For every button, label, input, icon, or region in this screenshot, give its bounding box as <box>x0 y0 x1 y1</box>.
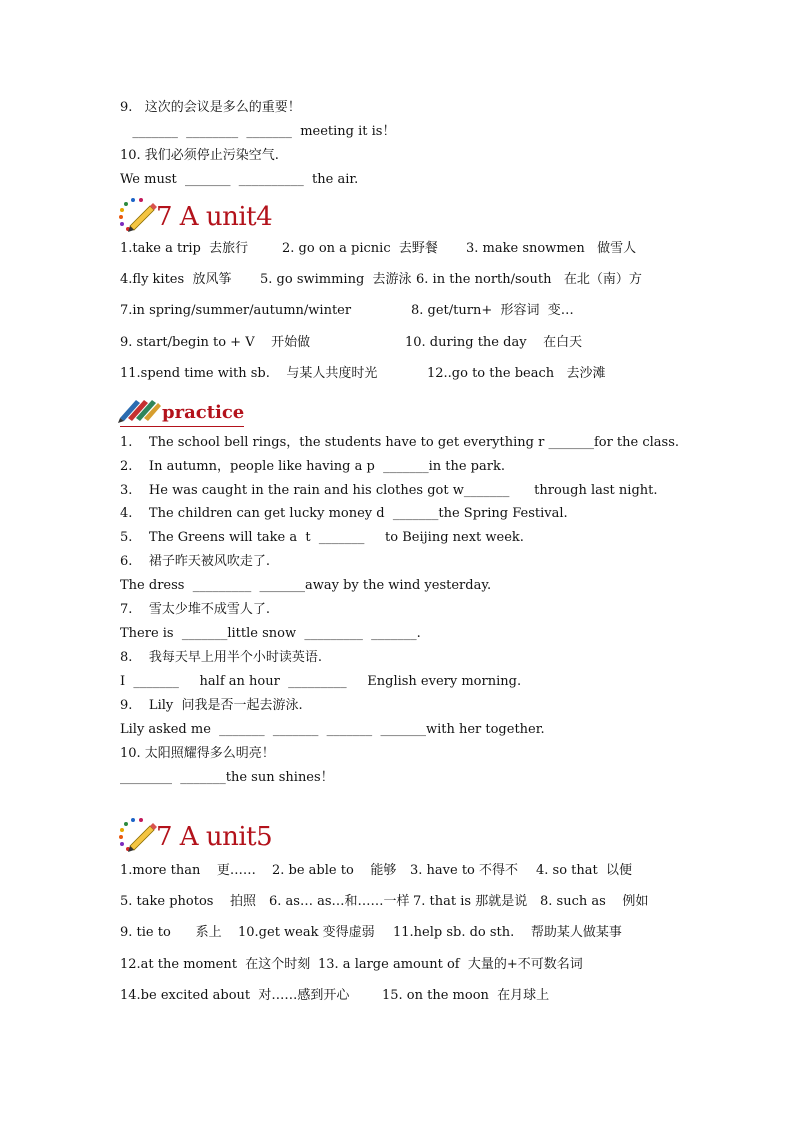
practice-item: 7. 雪太少堆不成雪人了. <box>120 602 271 617</box>
vocab-item: 9. start/begin to + V 开始做 <box>120 335 311 350</box>
practice-item: Lily asked me _______ _______ _______ _______with her together. <box>120 722 545 737</box>
practice-item: 5. The Greens will take a t _______ to Beijing next week. <box>120 530 524 545</box>
vocab-item: 7. that is 那就是说 <box>413 894 528 909</box>
vocab-item: 1.take a trip 去旅行 <box>120 241 249 256</box>
exercise-line: We must _______ __________ the air. <box>120 172 359 187</box>
vocab-item: 10. during the day 在白天 <box>405 335 583 350</box>
practice-item: 3. He was caught in the rain and his clothes got w_______ through last night. <box>120 483 658 498</box>
practice-underline <box>120 426 244 427</box>
vocab-item: 3. make snowmen 做雪人 <box>466 241 637 256</box>
vocab-item: 2. be able to 能够 <box>272 863 397 878</box>
vocab-row <box>120 987 680 1059</box>
vocab-item: 5. go swimming 去游泳 <box>260 272 412 287</box>
vocab-item: 9. tie to 系上 <box>120 925 222 940</box>
vocab-item: 11.spend time with sb. 与某人共度时光 <box>120 366 378 381</box>
unit4-title: 7 A unit4 <box>156 202 273 232</box>
vocab-item: 11.help sb. do sth. 帮助某人做某事 <box>393 925 622 940</box>
vocab-item: 12..go to the beach 去沙滩 <box>427 366 606 381</box>
vocab-item: 8. such as 例如 <box>540 894 649 909</box>
vocab-item: 10.get weak 变得虚弱 <box>238 925 375 940</box>
vocab-item: 1.more than 更…… <box>120 863 256 878</box>
vocab-item: 6. as… as…和……一样 <box>269 894 410 909</box>
vocab-item: 12.at the moment 在这个时刻 <box>120 957 311 972</box>
practice-item: 10. 太阳照耀得多么明亮！ <box>120 746 275 761</box>
practice-item: 2. In autumn，people like having a p _______in the park. <box>120 459 505 474</box>
unit5-title: 7 A unit5 <box>156 822 273 852</box>
pencil-palette-icon <box>116 196 160 236</box>
vocab-item: 4.fly kites 放风筝 <box>120 272 232 287</box>
practice-title: practice <box>162 402 245 423</box>
pencils-icon <box>116 394 162 424</box>
exercise-line: _______ ________ _______ meeting it is！ <box>120 124 396 139</box>
vocab-item: 7.in spring/summer/autumn/winter <box>120 303 352 318</box>
practice-item: 4. The children can get lucky money d _______the Spring Festival. <box>120 506 568 521</box>
practice-item: There is _______little snow _________ _______. <box>120 626 421 641</box>
vocab-item: 2. go on a picnic 去野餐 <box>282 241 438 256</box>
vocab-item: 4. so that 以便 <box>536 863 633 878</box>
vocab-item: 14.be excited about 对……感到开心 <box>120 988 350 1003</box>
practice-item: 8. 我每天早上用半个小时读英语. <box>120 650 323 665</box>
practice-item: I _______ half an hour _________ English every morning. <box>120 674 522 689</box>
practice-item: 6. 裙子昨天被风吹走了. <box>120 554 271 569</box>
vocab-item: 5. take photos 拍照 <box>120 894 256 909</box>
practice-item: ________ _______the sun shines！ <box>120 770 334 785</box>
vocab-item: 6. in the north/south 在北（南）方 <box>416 272 642 287</box>
vocab-item: 8. get/turn+ 形容词 变… <box>411 303 574 318</box>
vocab-item: 13. a large amount of 大量的+不可数名词 <box>318 957 583 972</box>
practice-item: 1. The school bell rings，the students have to get everything r _______for the class. <box>120 435 680 450</box>
practice-item: 9. Lily 问我是否一起去游泳. <box>120 698 303 713</box>
practice-item: The dress _________ _______away by the wind yesterday. <box>120 578 492 593</box>
vocab-item: 15. on the moon 在月球上 <box>382 988 550 1003</box>
exercise-line: 9. 这次的会议是多么的重要！ <box>120 100 301 115</box>
vocab-item: 3. have to 不得不 <box>410 863 519 878</box>
exercise-line: 10. 我们必须停止污染空气. <box>120 148 279 163</box>
pencil-palette-icon <box>116 816 160 856</box>
